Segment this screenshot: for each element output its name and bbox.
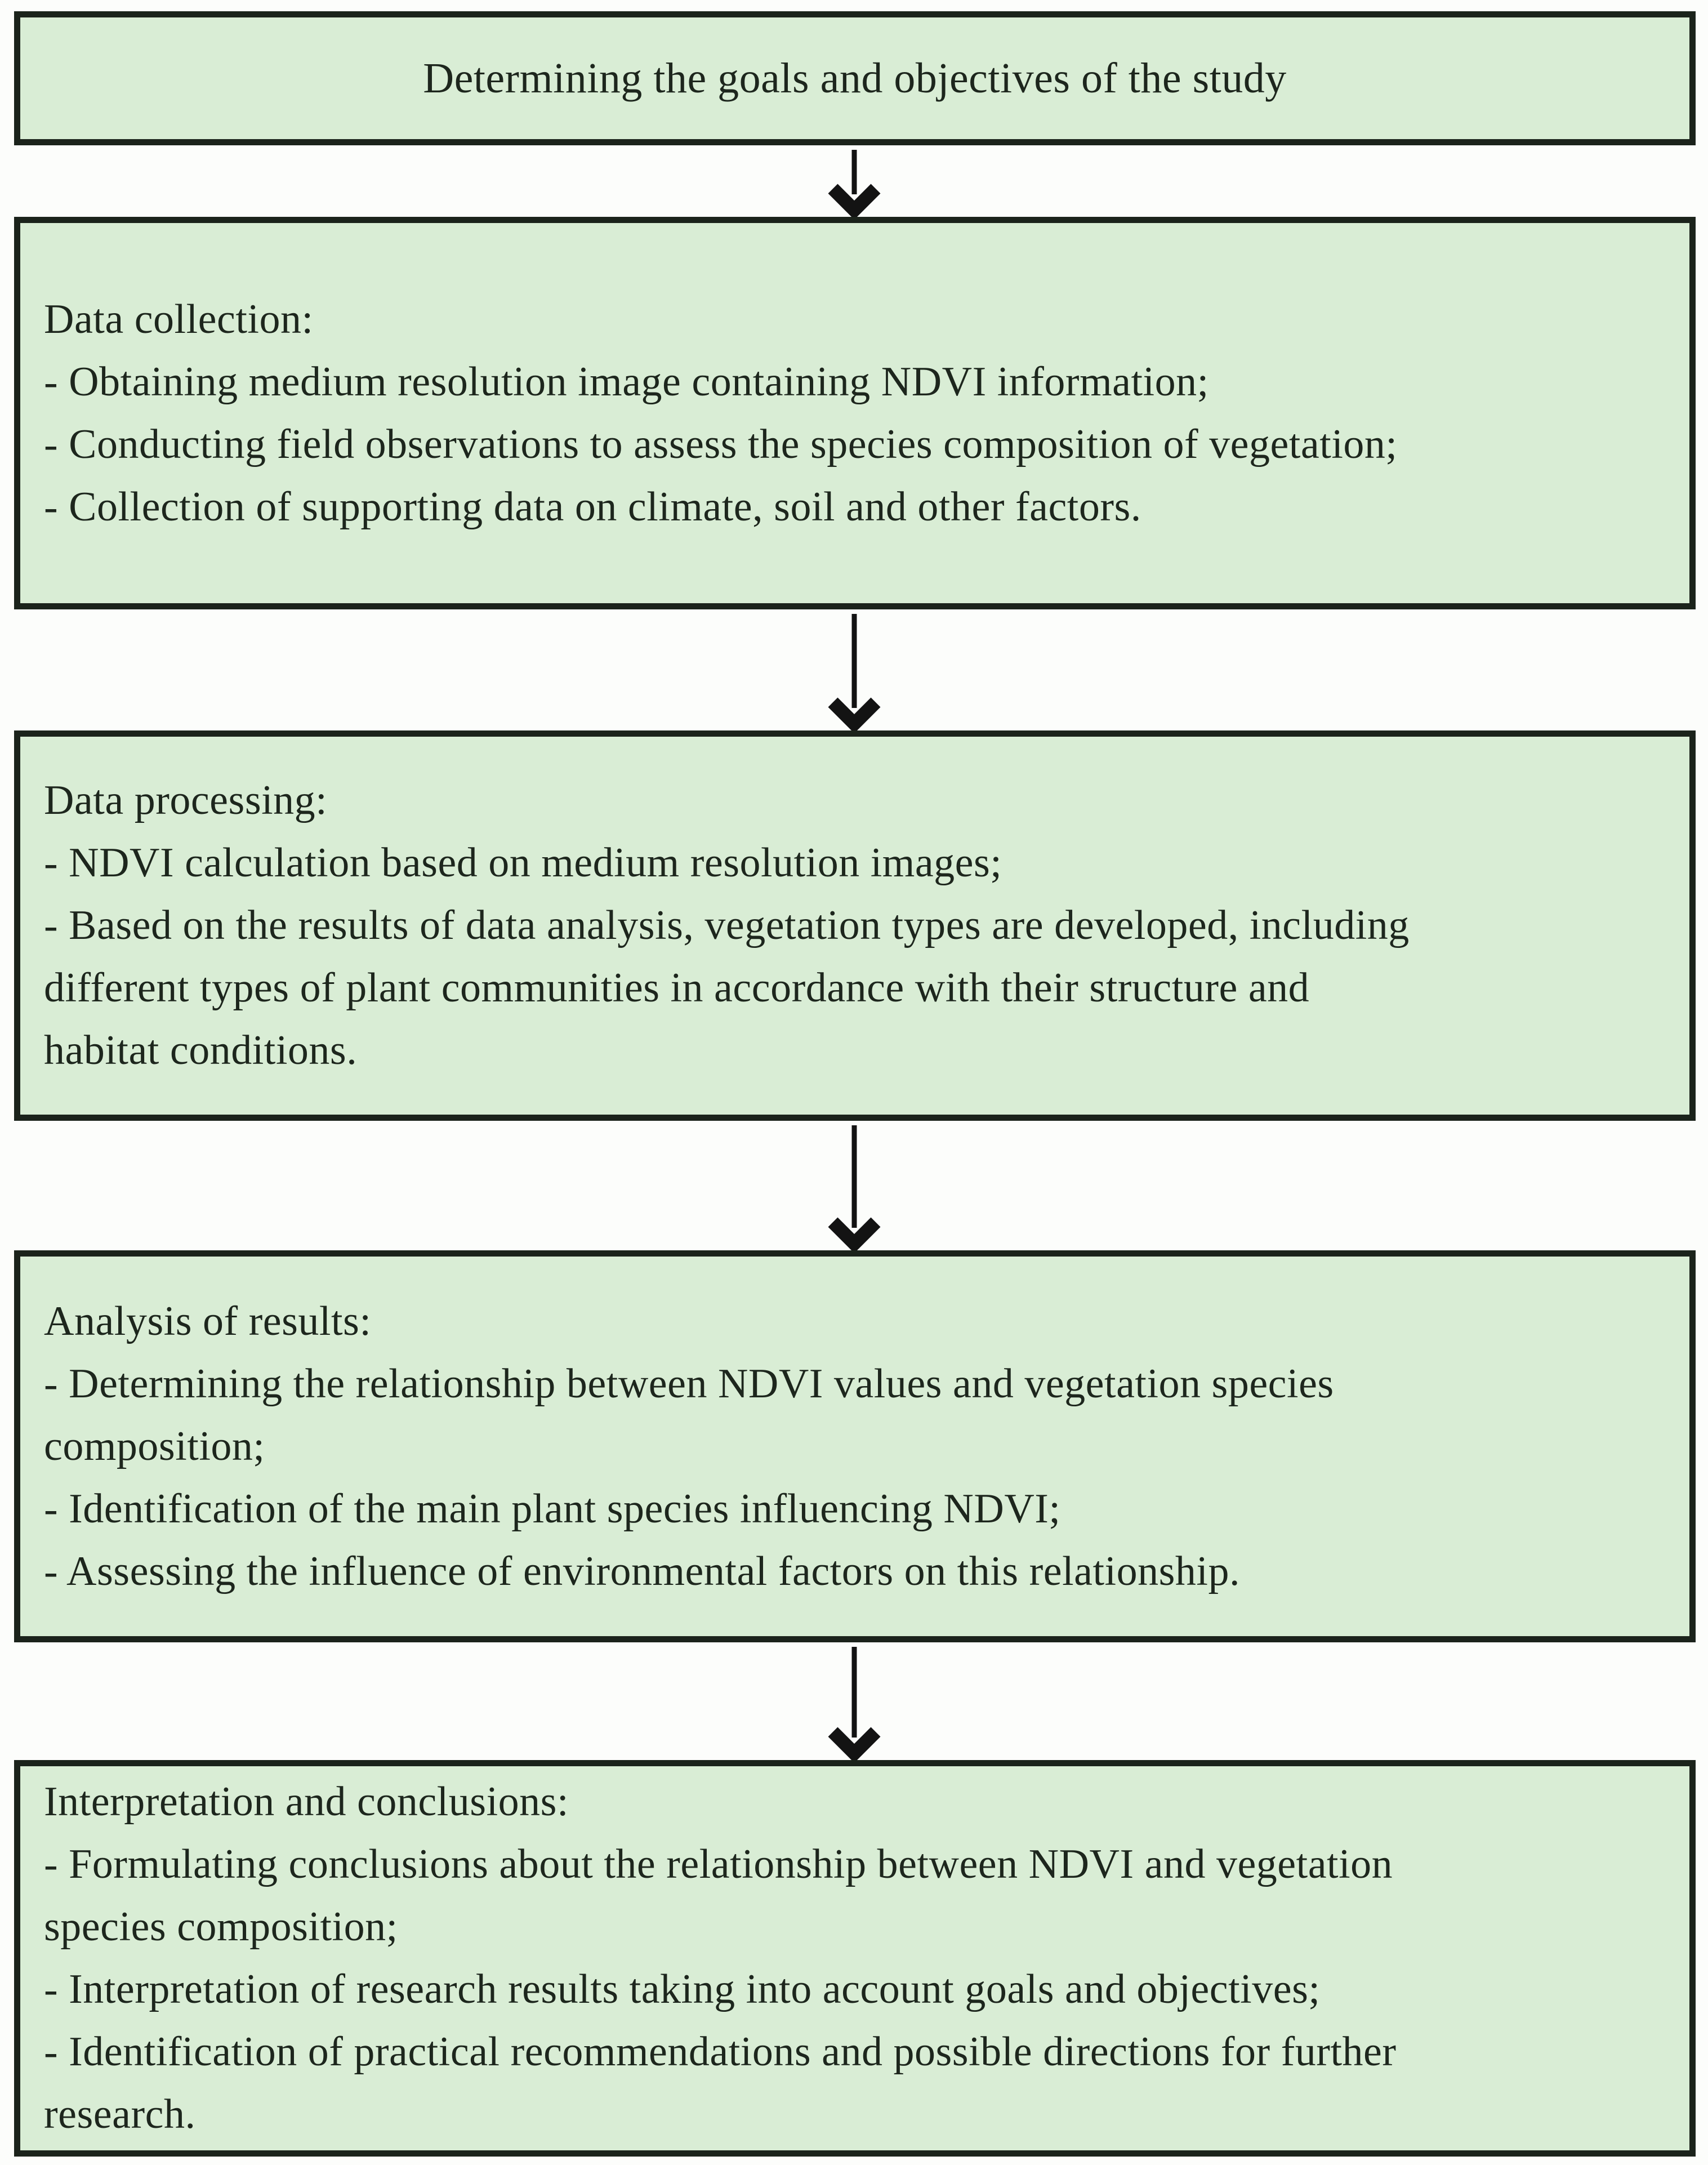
text-line: - Formulating conclusions about the relationship between NDVI and vegetation <box>44 1841 1393 1887</box>
flow-step-data-collection <box>14 217 1696 609</box>
flow-step-data-processing <box>14 730 1696 1121</box>
text-line: - Identification of the main plant species influencing NDVI; <box>44 1485 1061 1532</box>
down-arrow-icon <box>815 1642 894 1760</box>
text-line: - Assessing the influence of environmental factors on this relationship. <box>44 1548 1240 1594</box>
text-line: - Interpretation of research results taking into account goals and objectives; <box>44 1966 1321 2012</box>
text-line: - Identification of practical recommendations and possible directions for further <box>44 2029 1397 2075</box>
connector-3 <box>0 1121 1708 1250</box>
text-line: species composition; <box>44 1904 398 1950</box>
text-line: habitat conditions. <box>44 1027 358 1073</box>
down-arrow-icon <box>815 145 894 217</box>
text-line: - Conducting field observations to assess the species composition of vegetation; <box>44 421 1398 467</box>
text-line: research. <box>44 2091 196 2137</box>
down-arrow-icon <box>815 1121 894 1250</box>
step-heading: Interpretation and conclusions: <box>44 1779 569 1825</box>
step-heading: Data collection: <box>44 296 314 342</box>
connector-2 <box>0 609 1708 730</box>
step-heading: Analysis of results: <box>44 1298 372 1344</box>
flow-step-goals <box>14 11 1696 145</box>
text-line: - Collection of supporting data on climate, soil and other factors. <box>44 483 1141 530</box>
connector-1 <box>0 145 1708 217</box>
connector-4 <box>0 1642 1708 1760</box>
text-line: - Based on the results of data analysis, vegetation types are developed, including <box>44 902 1410 948</box>
text-line: different types of plant communities in accordance with their structure and <box>44 965 1310 1011</box>
step-title: Determining the goals and objectives of the study <box>423 54 1287 102</box>
flow-step-analysis-of-results <box>14 1250 1696 1642</box>
down-arrow-icon <box>815 609 894 730</box>
flow-step-interpretation-and-conclusions <box>14 1760 1696 2157</box>
text-line: - NDVI calculation based on medium resolution images; <box>44 840 1002 886</box>
text-line: - Obtaining medium resolution image containing NDVI information; <box>44 358 1209 405</box>
text-line: composition; <box>44 1423 265 1469</box>
step-heading: Data processing: <box>44 777 328 823</box>
text-line: - Determining the relationship between NDVI values and vegetation species <box>44 1360 1334 1407</box>
